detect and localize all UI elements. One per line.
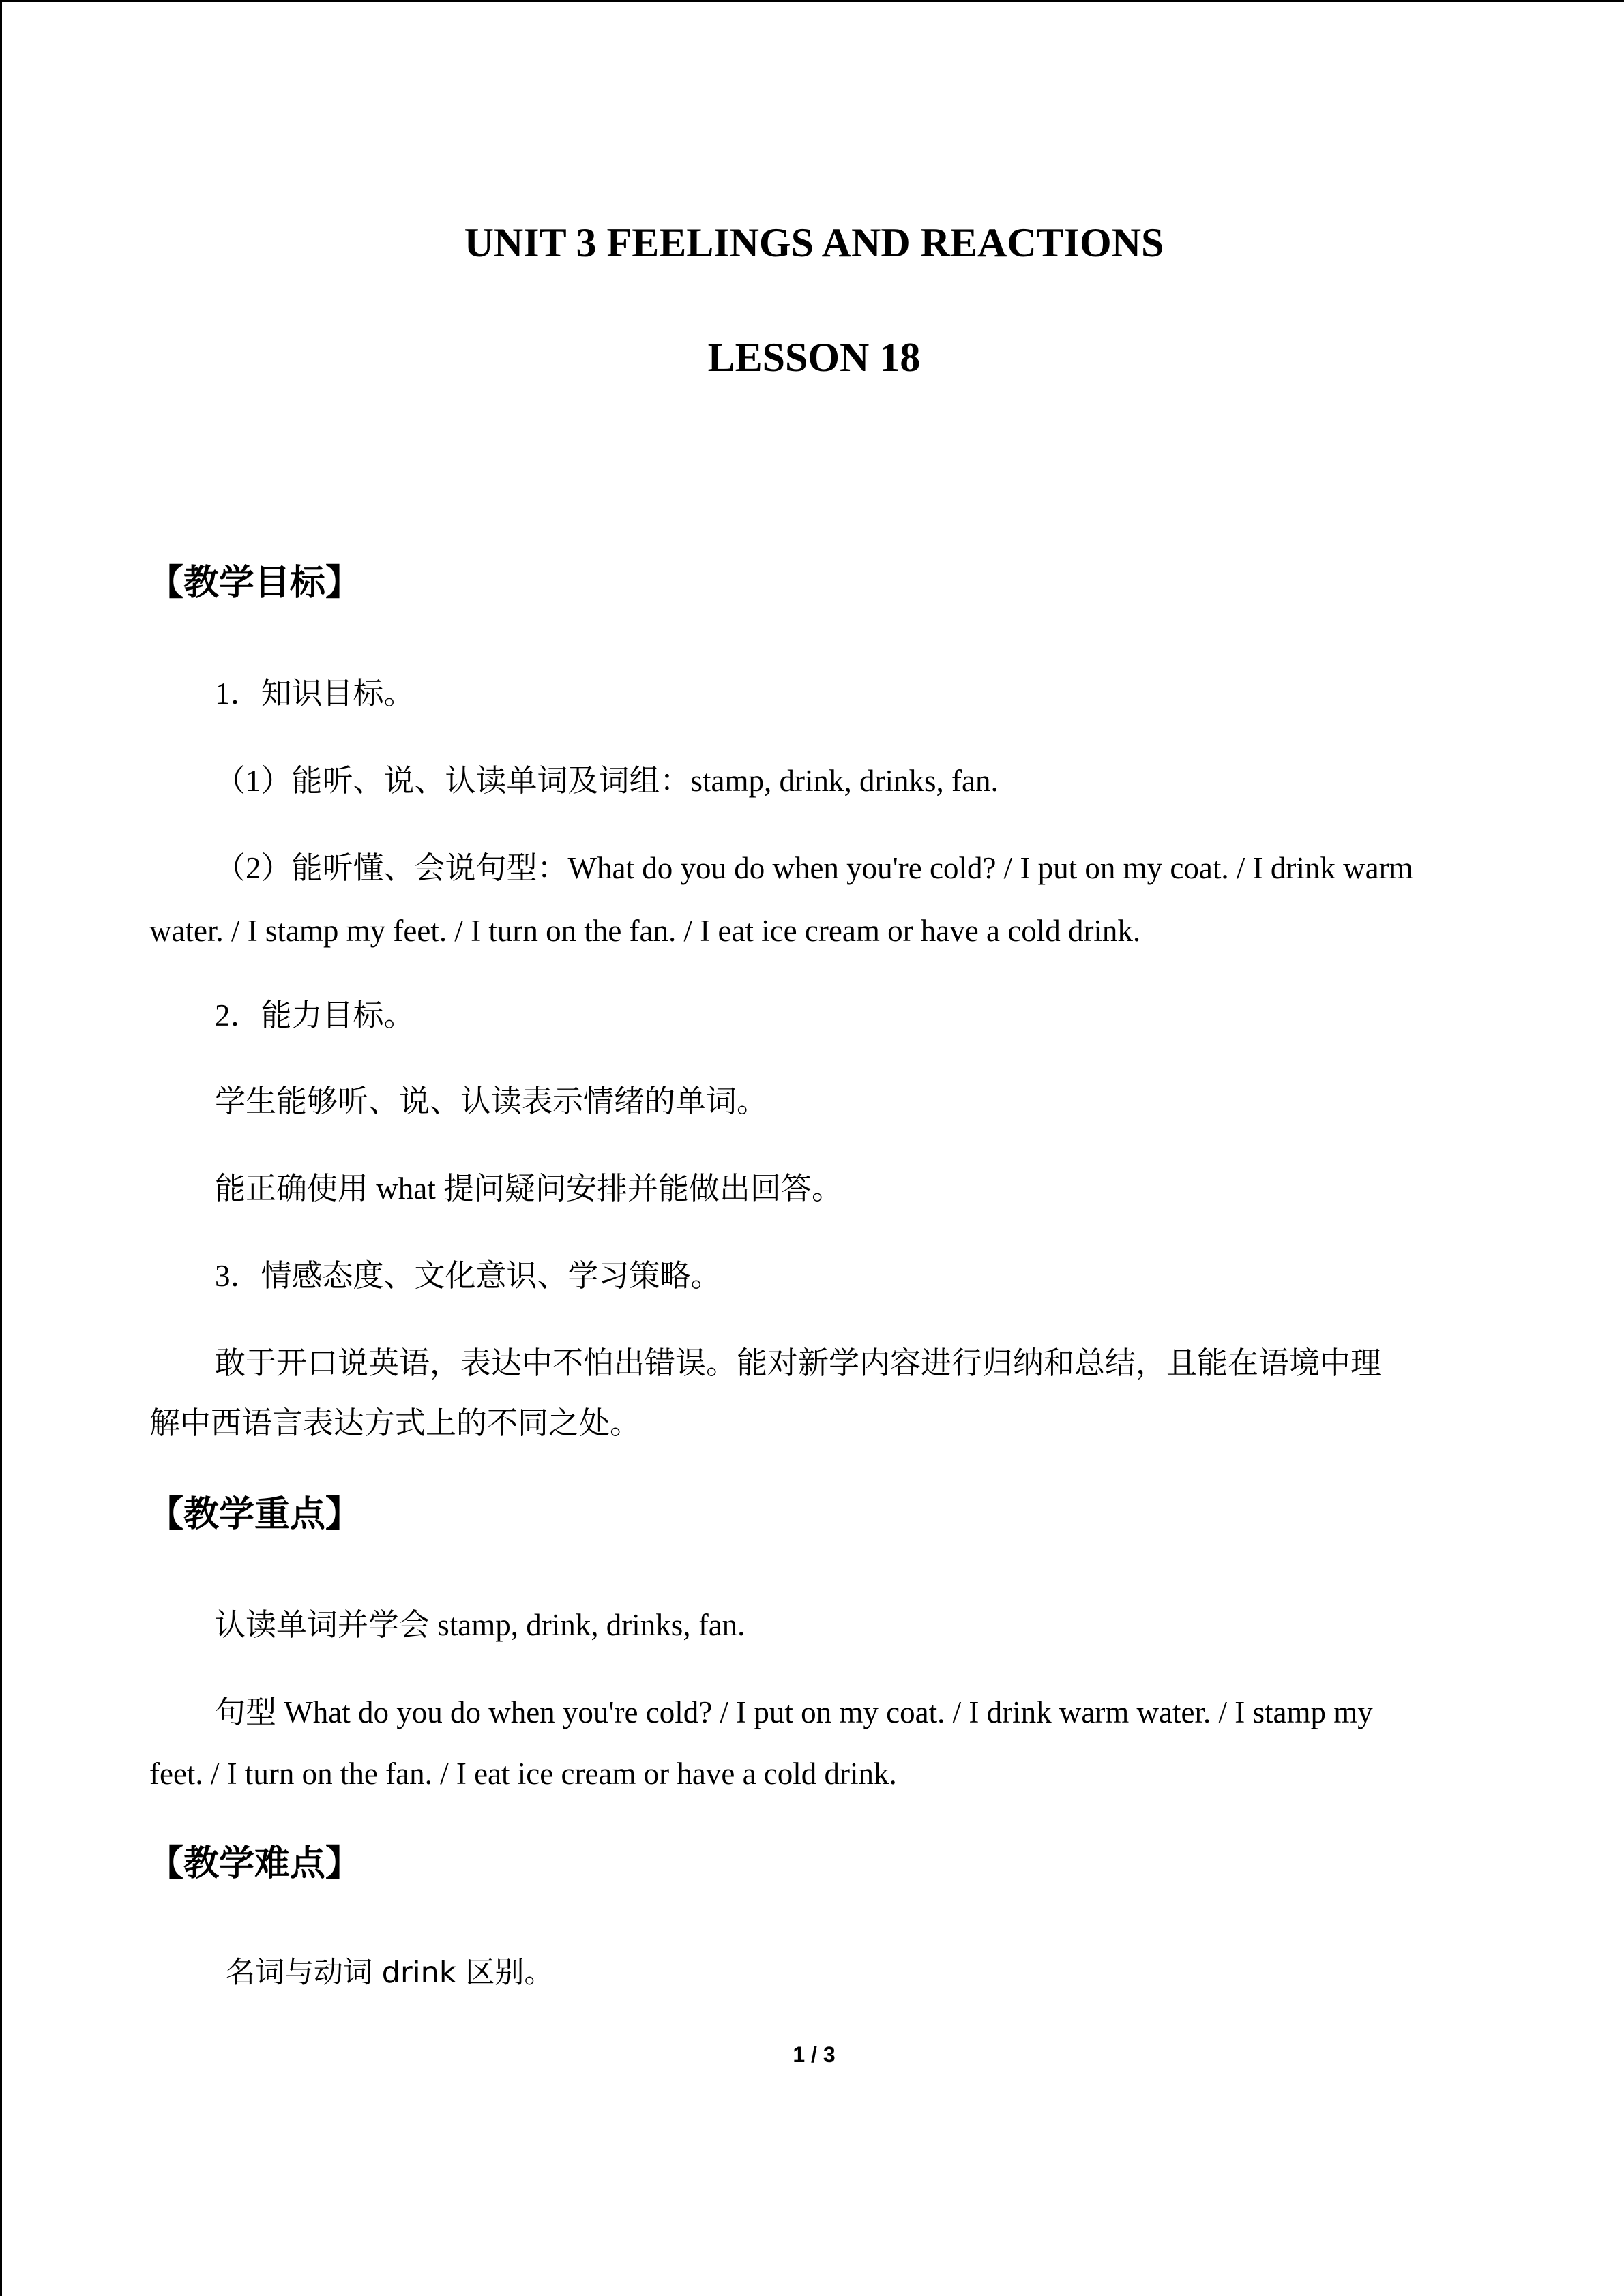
ability-objective-item-1: 学生能够听、说、认读表示情绪的单词。 — [215, 1084, 768, 1118]
section-heading-difficulties: 【教学难点】 — [148, 1843, 361, 1884]
section-heading-objectives: 【教学目标】 — [148, 563, 361, 603]
emotion-objective-line-1: 敢于开口说英语，表达中不怕出错误。能对新学内容进行归纳和总结，且能在语境中理 — [215, 1346, 1382, 1380]
section-heading-key-points: 【教学重点】 — [148, 1494, 361, 1535]
key-point-item-2-line-2: feet. / I turn on the fan. / I eat ice cream or have a cold drink. — [149, 1757, 897, 1791]
document-title: UNIT 3 FEELINGS AND REACTIONS — [464, 220, 1164, 265]
ability-objective-heading: 2．能力目标。 — [215, 998, 415, 1032]
key-point-item-1: 认读单词并学会 stamp, drink, drinks, fan. — [215, 1608, 745, 1642]
key-point-item-2-line-1: 句型 What do you do when you're cold? / I put on my coat. / I drink warm water. / I stamp my — [215, 1695, 1373, 1729]
knowledge-objective-item-2-line-2: water. / I stamp my feet. / I turn on the fan. / I eat ice cream or have a cold drink. — [149, 914, 1141, 948]
lesson-title: LESSON 18 — [707, 335, 921, 380]
emotion-objective-heading: 3．情感态度、文化意识、学习策略。 — [215, 1259, 722, 1293]
knowledge-objective-heading: 1．知识目标。 — [215, 676, 415, 711]
knowledge-objective-item-2-line-1: （2）能听懂、会说句型：What do you do when you're cold? / I put on my coat. / I drink warm — [215, 851, 1413, 885]
emotion-objective-line-2: 解中西语言表达方式上的不同之处。 — [149, 1406, 641, 1440]
knowledge-objective-item-1: （1）能听、说、认读单词及词组：stamp, drink, drinks, fan. — [215, 764, 999, 798]
page-number: 1 / 3 — [793, 2042, 836, 2067]
ability-objective-item-2: 能正确使用 what 提问疑问安排并能做出回答。 — [215, 1172, 842, 1206]
difficulty-item-1: 名词与动词 drink 区别。 — [226, 1956, 554, 1990]
